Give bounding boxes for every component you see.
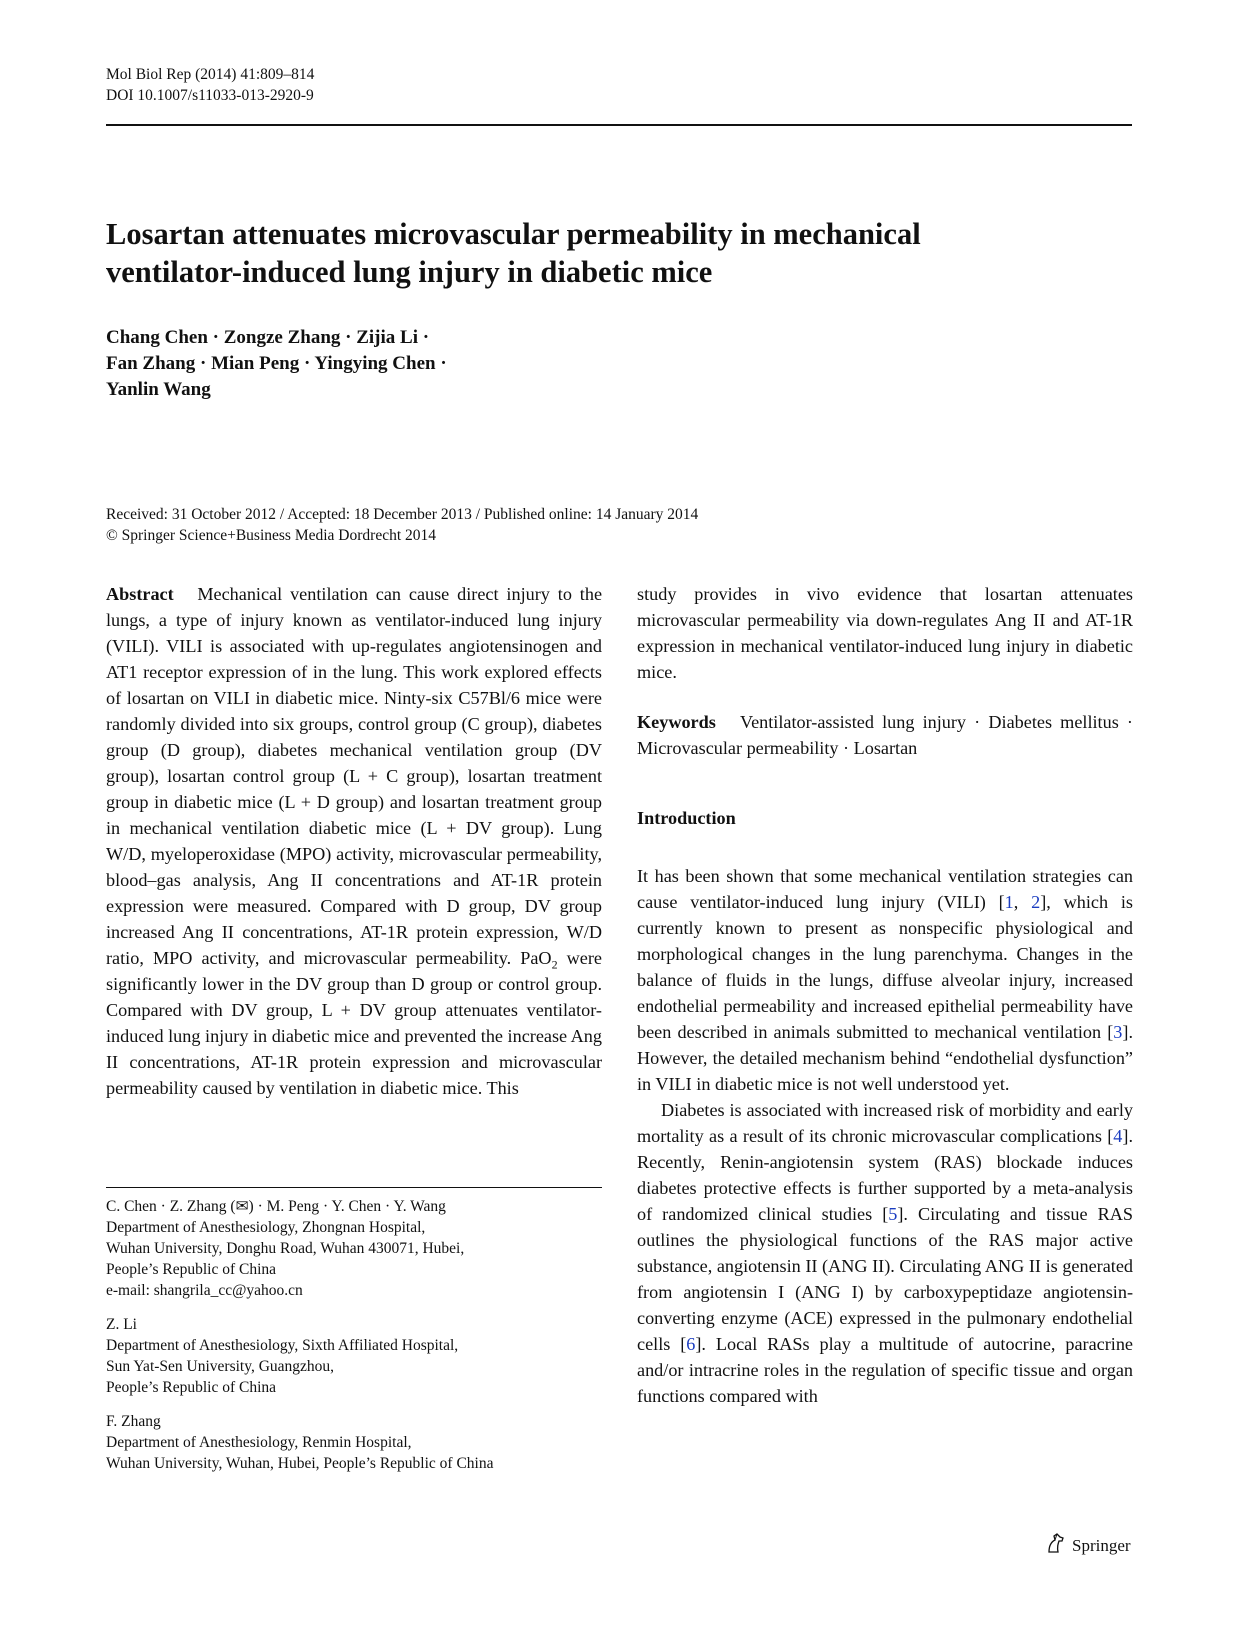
copyright-line: © Springer Science+Business Media Dordrecht 2014 (106, 527, 437, 544)
citation-link[interactable]: 5 (888, 1204, 898, 1224)
dates-line: Received: 31 October 2012 / Accepted: 18 December 2013 / Published online: 14 January 2014 (106, 506, 699, 523)
springer-horse-icon (1046, 1532, 1066, 1559)
author-line: Fan Zhang · Mian Peng · Yingying Chen · (106, 353, 447, 374)
right-column (637, 581, 1133, 1409)
author-list (106, 325, 447, 403)
abstract-text: were significantly lower in the DV group than D group or control group. Compared with DV group, L + DV group attenuates ventilator-induced lung injury in diabetic mice and prevented the increase Ang II concentrations, AT-1R protein expression and microvascular permeability caused by ventilation in diabetic mice. This (106, 948, 602, 1098)
journal-citation: Mol Biol Rep (2014) 41:809–814 (106, 66, 315, 83)
affiliation-names: Z. Li (106, 1316, 137, 1333)
affiliation-email[interactable]: e-mail: shangrila_cc@yahoo.cn (106, 1282, 303, 1299)
citation-link[interactable]: 3 (1113, 1022, 1123, 1042)
keywords-label: Keywords (637, 712, 716, 732)
intro-text: It has been shown that some mechanical ventilation strategies can cause ventilator-induced lung injury (VILI) [ (637, 866, 1133, 912)
citation-link[interactable]: 1 (1004, 892, 1014, 912)
abstract-paragraph (106, 581, 602, 1101)
affiliation-address: Sun Yat-Sen University, Guangzhou, (106, 1358, 335, 1375)
affiliation-dept: Department of Anesthesiology, Renmin Hospital, (106, 1434, 412, 1451)
affiliation-address: Wuhan University, Donghu Road, Wuhan 430071, Hubei, (106, 1240, 465, 1257)
abstract-continuation: study provides in vivo evidence that losartan attenuates microvascular permeability via down-regulates Ang II and AT-1R expression in mechanical ventilator-induced lung injury in diabetic mice. (637, 584, 1133, 682)
affiliation-names: C. Chen · Z. Zhang (✉) · M. Peng · Y. Chen · Y. Wang (106, 1198, 446, 1215)
affiliation-names: F. Zhang (106, 1413, 161, 1430)
abstract-label: Abstract (106, 584, 174, 604)
author-line: Yanlin Wang (106, 379, 211, 400)
intro-text: , (1013, 892, 1032, 912)
intro-text: ]. However, the detailed mechanism behind “endothelial dysfunction” in VILI in diabetic mice is not well understood yet. (637, 1022, 1133, 1094)
citation-link[interactable]: 2 (1031, 892, 1041, 912)
subscript: 2 (551, 957, 558, 972)
affiliations (106, 1196, 602, 1474)
affiliation-dept: Department of Anesthesiology, Zhongnan Hospital, (106, 1219, 426, 1236)
springer-horse-icon-svg (1046, 1532, 1066, 1554)
journal-header (106, 64, 314, 106)
abstract-text: Mechanical ventilation can cause direct injury to the lungs, a type of injury known as ventilator-induced lung injury (VILI). VILI is associated with up-regulates angiotensinogen and AT1 receptor expression of in the lung. This work explored effects of losartan on VILI in diabetic mice. Ninty-six C57Bl/6 mice were randomly divided into six groups, control group (C group), diabetes group (D group), diabetes mechanical ventilation group (DV group), losartan control group (L + C group), losartan treatment group in diabetic mice (L + D group) and losartan treatment group in mechanical ventilation diabetic mice (L + DV group). Lung W/D, myeloperoxidase (MPO) activity, microvascular permeability, blood–gas analysis, Ang II concentrations and AT-1R protein expression were measured. Compared with D group, DV group increased Ang II concentrations, AT-1R protein expression, W/D ratio, MPO activity, and microvascular permeability. PaO (106, 584, 603, 968)
author-line: Chang Chen · Zongze Zhang · Zijia Li · (106, 327, 430, 348)
citation-link[interactable]: 6 (686, 1334, 696, 1354)
publisher-logo (1046, 1532, 1131, 1559)
affiliation-dept: Department of Anesthesiology, Sixth Affiliated Hospital, (106, 1337, 459, 1354)
intro-text: ]. Local RASs play a multitude of autocrine, paracrine and/or intracrine roles in the regulation of specific tissue and organ functions compared with (637, 1334, 1133, 1406)
intro-paragraph (637, 1097, 1133, 1409)
affiliation-country: People’s Republic of China (106, 1261, 277, 1278)
title-line: ventilator-induced lung injury in diabetic mice (106, 255, 713, 289)
section-heading-introduction: Introduction (637, 808, 736, 828)
citation-link[interactable]: 4 (1113, 1126, 1123, 1146)
title-line: Losartan attenuates microvascular permeability in mechanical (106, 217, 921, 251)
intro-paragraph (637, 863, 1133, 1097)
affiliation-country: People’s Republic of China (106, 1379, 277, 1396)
publisher-name: Springer (1072, 1535, 1131, 1555)
journal-doi: DOI 10.1007/s11033-013-2920-9 (106, 87, 314, 104)
affiliation-rule (106, 1187, 602, 1188)
affiliation-address: Wuhan University, Wuhan, Hubei, People’s Republic of China (106, 1455, 494, 1472)
header-rule (106, 124, 1132, 126)
article-title (106, 215, 1136, 291)
intro-text: ], which is currently known to present as nonspecific physiological and morphological changes in the lung parenchyma. Changes in the balance of fluids in the lungs, diffuse alveolar injury, increased endothelial permeability and increased epithelial permeability have been described in animals submitted to mechanical ventilation [ (637, 892, 1134, 1042)
left-column (106, 581, 602, 1101)
intro-text: ]. Recently, Renin-angiotensin system (RAS) blockade induces diabetes protective effects is further supported by a meta-analysis of randomized clinical studies [ (637, 1126, 1133, 1224)
intro-text: Diabetes is associated with increased risk of morbidity and early mortality as a result of its chronic microvascular complications [ (637, 1100, 1133, 1146)
keywords-paragraph (637, 709, 1133, 761)
publication-dates (106, 504, 698, 546)
intro-text: ]. Circulating and tissue RAS outlines the physiological functions of the RAS major active substance, angiotensin II (ANG II). Circulating ANG II is generated from angiotensin I (ANG I) by carboxypeptidaze angiotensin-converting enzyme (ACE) expressed in the pulmonary endothelial cells [ (637, 1204, 1133, 1354)
keywords-text: Ventilator-assisted lung injury · Diabetes mellitus · Microvascular permeability · Losartan (637, 712, 1133, 758)
